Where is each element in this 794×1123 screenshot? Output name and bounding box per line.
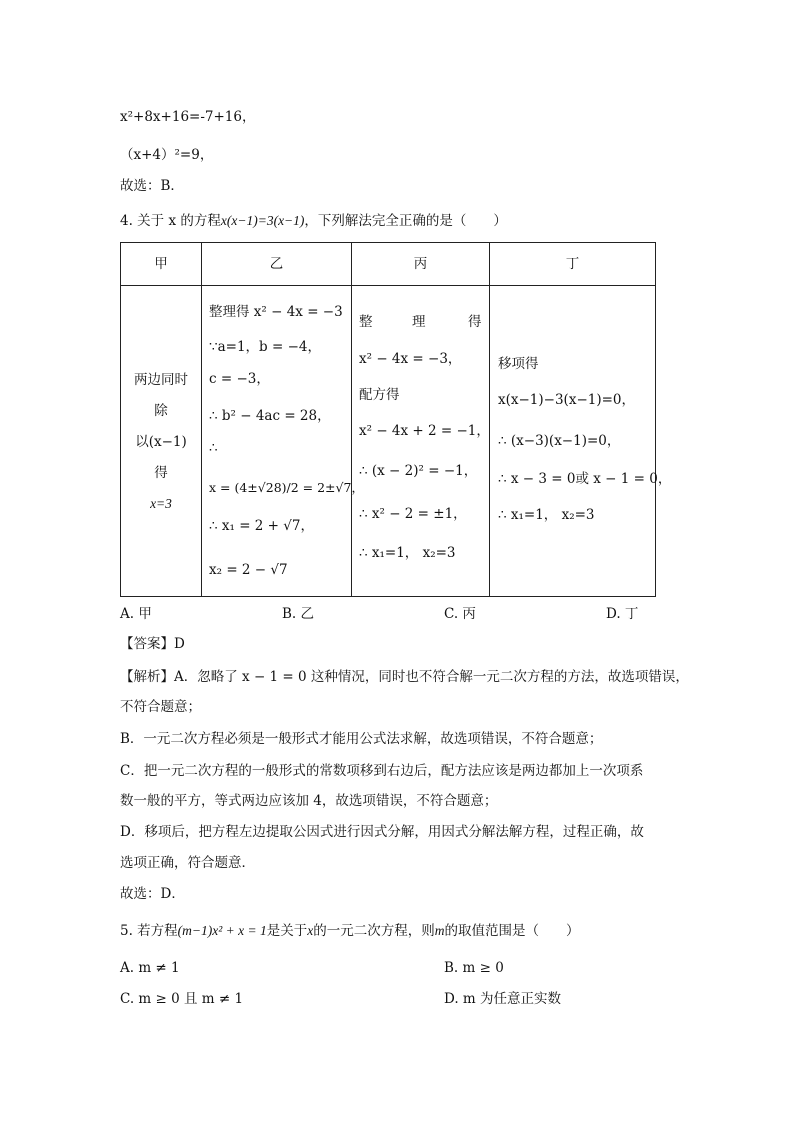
cell-jia <box>121 286 202 597</box>
header-bing: 丙 <box>352 243 490 286</box>
q4-stem-pre: 4. 关于 x 的方程 <box>120 213 221 229</box>
q5-stem-post: 的取值范围是（ ） <box>444 923 580 939</box>
prev-equation-1: x²+8x+16=-7+16， <box>120 109 256 125</box>
q5-equation: (m−1)x² + x = 1 <box>177 923 267 938</box>
prev-choose: 故选：B． <box>120 178 184 194</box>
ding-line-5: ∴ x₁=1， x₂=3 <box>498 507 595 523</box>
jia-line-2: 除 <box>154 403 168 419</box>
yi-line-8: x₂ = 2 − √7 <box>209 562 288 578</box>
q5-var-m: m <box>434 923 445 938</box>
bing-line-4: ∴ (x − 2)² = −1， <box>359 463 478 479</box>
yi-line-2: ∵a=1，b = −4， <box>209 339 321 355</box>
yi-line-3: c = −3， <box>209 371 270 387</box>
bing-line-6: ∴ x₁=1， x₂=3 <box>359 545 456 561</box>
analysis-line-3: B．一元二次方程必须是一般形式才能用公式法求解，故选项错误，不符合题意； <box>120 731 603 747</box>
ding-line-2: x(x−1)−3(x−1)=0， <box>498 392 636 408</box>
q4-stem <box>120 211 507 231</box>
yi-line-1: 整理得 x² − 4x = −3 <box>209 304 343 320</box>
analysis-line-2: 不符合题意； <box>120 699 201 715</box>
q5-option-b: B. m ≥ 0 <box>444 960 504 976</box>
jia-line-1: 两边同时 <box>134 372 188 388</box>
q5-option-a: A. m ≠ 1 <box>120 960 180 976</box>
q5-option-d: D. m 为任意正实数 <box>444 991 562 1007</box>
solutions-table <box>120 242 672 597</box>
q5-stem-mid2: 的一元二次方程，则 <box>313 923 435 939</box>
q5-stem <box>120 921 580 941</box>
prev-equation-2: （x+4）²=9， <box>120 147 214 163</box>
yi-line-4: ∴ b² − 4ac = 28， <box>209 408 331 424</box>
bing-head-1: 整 <box>359 314 373 330</box>
analysis-line-1: 【解析】A．忽略了 x − 1 = 0 这种情况，同时也不符合解一元二次方程的方法，故选项错误， <box>120 669 689 685</box>
yi-line-6: x = (4±√28)/2 = 2±√7， <box>209 480 364 495</box>
analysis-line-5: 数一般的平方，等式两边应该加 4，故选项错误，不符合题意； <box>120 793 498 809</box>
yi-line-7: ∴ x₁ = 2 + √7， <box>209 518 314 534</box>
cell-ding <box>490 286 672 597</box>
cell-bing <box>352 286 490 597</box>
q5-option-c: C. m ≥ 0 且 m ≠ 1 <box>120 991 244 1007</box>
analysis-line-7: 选项正确，符合题意． <box>120 855 255 871</box>
jia-line-5: x=3 <box>150 496 172 511</box>
q4-stem-post: ，下列解法完全正确的是（ ） <box>304 213 507 229</box>
analysis-line-6: D．移项后，把方程左边提取公因式进行因式分解，用因式分解法解方程，过程正确，故 <box>120 824 644 840</box>
ding-line-1: 移项得 <box>498 356 539 372</box>
bing-line-1: x² − 4x = −3， <box>359 351 462 367</box>
q4-option-c: C. 丙 <box>444 606 476 622</box>
table-header-row <box>121 243 656 286</box>
ding-line-4: ∴ x − 3 = 0或 x − 1 = 0， <box>498 471 672 487</box>
q4-equation: x(x−1)=3(x−1) <box>220 213 305 228</box>
q4-answer: 【答案】D <box>120 636 185 652</box>
header-jia: 甲 <box>121 243 202 286</box>
q5-stem-mid: 是关于 <box>266 923 308 939</box>
analysis-line-4: C．把一元二次方程的一般形式的常数项移到右边后，配方法应该是两边都加上一次项系 <box>120 763 644 779</box>
header-yi: 乙 <box>202 243 352 286</box>
table-body-row <box>121 286 656 597</box>
q5-stem-pre: 5. 若方程 <box>120 923 178 939</box>
bing-line-2: 配方得 <box>359 387 400 403</box>
header-ding: 丁 <box>490 243 656 286</box>
cell-yi <box>202 286 364 597</box>
analysis-line-8: 故选：D． <box>120 886 185 902</box>
bing-head-3: 得 <box>468 314 482 330</box>
bing-line-3: x² − 4x + 2 = −1， <box>359 423 490 439</box>
ding-line-3: ∴ (x−3)(x−1)=0， <box>498 433 621 449</box>
yi-line-5: ∴ <box>209 440 218 456</box>
q4-option-b: B. 乙 <box>282 606 315 622</box>
bing-line-5: ∴ x² − 2 = ±1， <box>359 506 467 522</box>
bing-head-2: 理 <box>412 314 426 330</box>
q5-var-x: x <box>307 923 314 938</box>
jia-line-4: 得 <box>154 465 168 481</box>
q4-option-a: A. 甲 <box>120 606 152 622</box>
jia-line-3: 以(x−1) <box>135 434 187 450</box>
q4-option-d: D. 丁 <box>606 606 639 622</box>
